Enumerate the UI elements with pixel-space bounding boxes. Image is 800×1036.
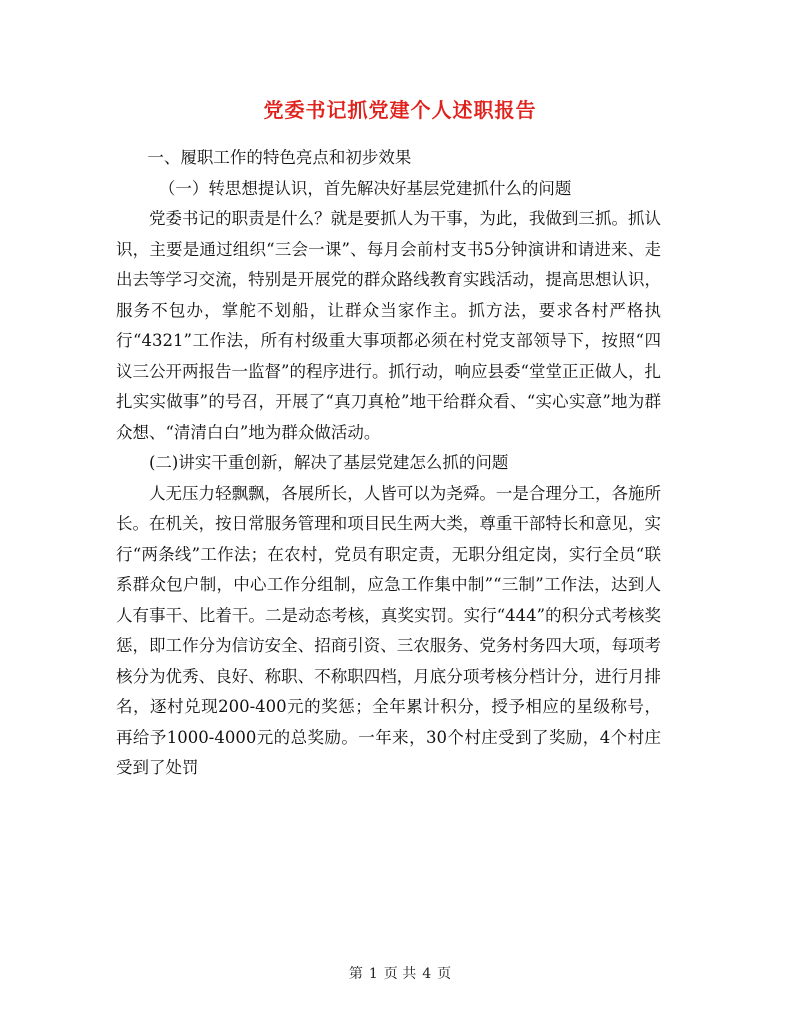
footer-total-pages: 4 [422, 966, 432, 982]
footer-prefix: 第 [348, 966, 363, 982]
footer-middle: 页 共 [383, 966, 417, 982]
page-footer [0, 963, 800, 983]
footer-page-number: 1 [368, 966, 378, 982]
body-paragraph: 人无压力轻飘飘，各展所长，人皆可以为尧舜。一是合理分工，各施所长。在机关，按日常服务管理和项目民生两大类，尊重干部特长和意见，实行“两条线”工作法；在农村，党员有职定责，无职分组定岗，实行全员“联系群众包户制，中心工作分组制，应急工作集中制”“三制”工作法，达到人人有事干、比着干。二是动态考核，真奖实罚。实行“444”的积分式考核奖惩，即工作分为信访安全、招商引资、三农服务、党务村务四大项，每项考核分为优秀、良好、称职、不称职四档，月底分项考核分档计分，进行月排名，逐村兑现200-400元的奖惩；全年累计积分，授予相应的星级称号，再给予1000-4000元的总奖励。一年来，30个村庄受到了奖励，4个村庄受到了处罚 [116, 483, 661, 777]
body-paragraph: 党委书记的职责是什么？就是要抓人为干事，为此，我做到三抓。抓认识，主要是通过组织“三会一课”、每月会前村支书5分钟演讲和请进来、走出去等学习交流，特别是开展党的群众路线教育实践活动，提高思想认识，服务不包办，掌舵不划船，让群众当家作主。抓方法，要求各村严格执行“4321”工作法，所有村级重大事项都必须在村党支部领导下，按照“四议三公开两报告一监督”的程序进行。抓行动，响应县委“堂堂正正做人，扎扎实实做事”的号召，开展了“真刀真枪”地干给群众看、“实心实意”地为群众想、“清清白白”地为群众做活动。 [116, 209, 661, 442]
subsection-heading: (二)讲实干重创新，解决了基层党建怎么抓的问题 [149, 453, 509, 472]
document-body [116, 143, 661, 784]
document-title: 党委书记抓党建个人述职报告 [263, 98, 537, 122]
subsection-heading: （一）转思想提认识，首先解决好基层党建抓什么的问题 [158, 178, 572, 198]
section-heading: 一、履职工作的特色亮点和初步效果 [147, 148, 412, 167]
footer-suffix: 页 [437, 966, 452, 982]
